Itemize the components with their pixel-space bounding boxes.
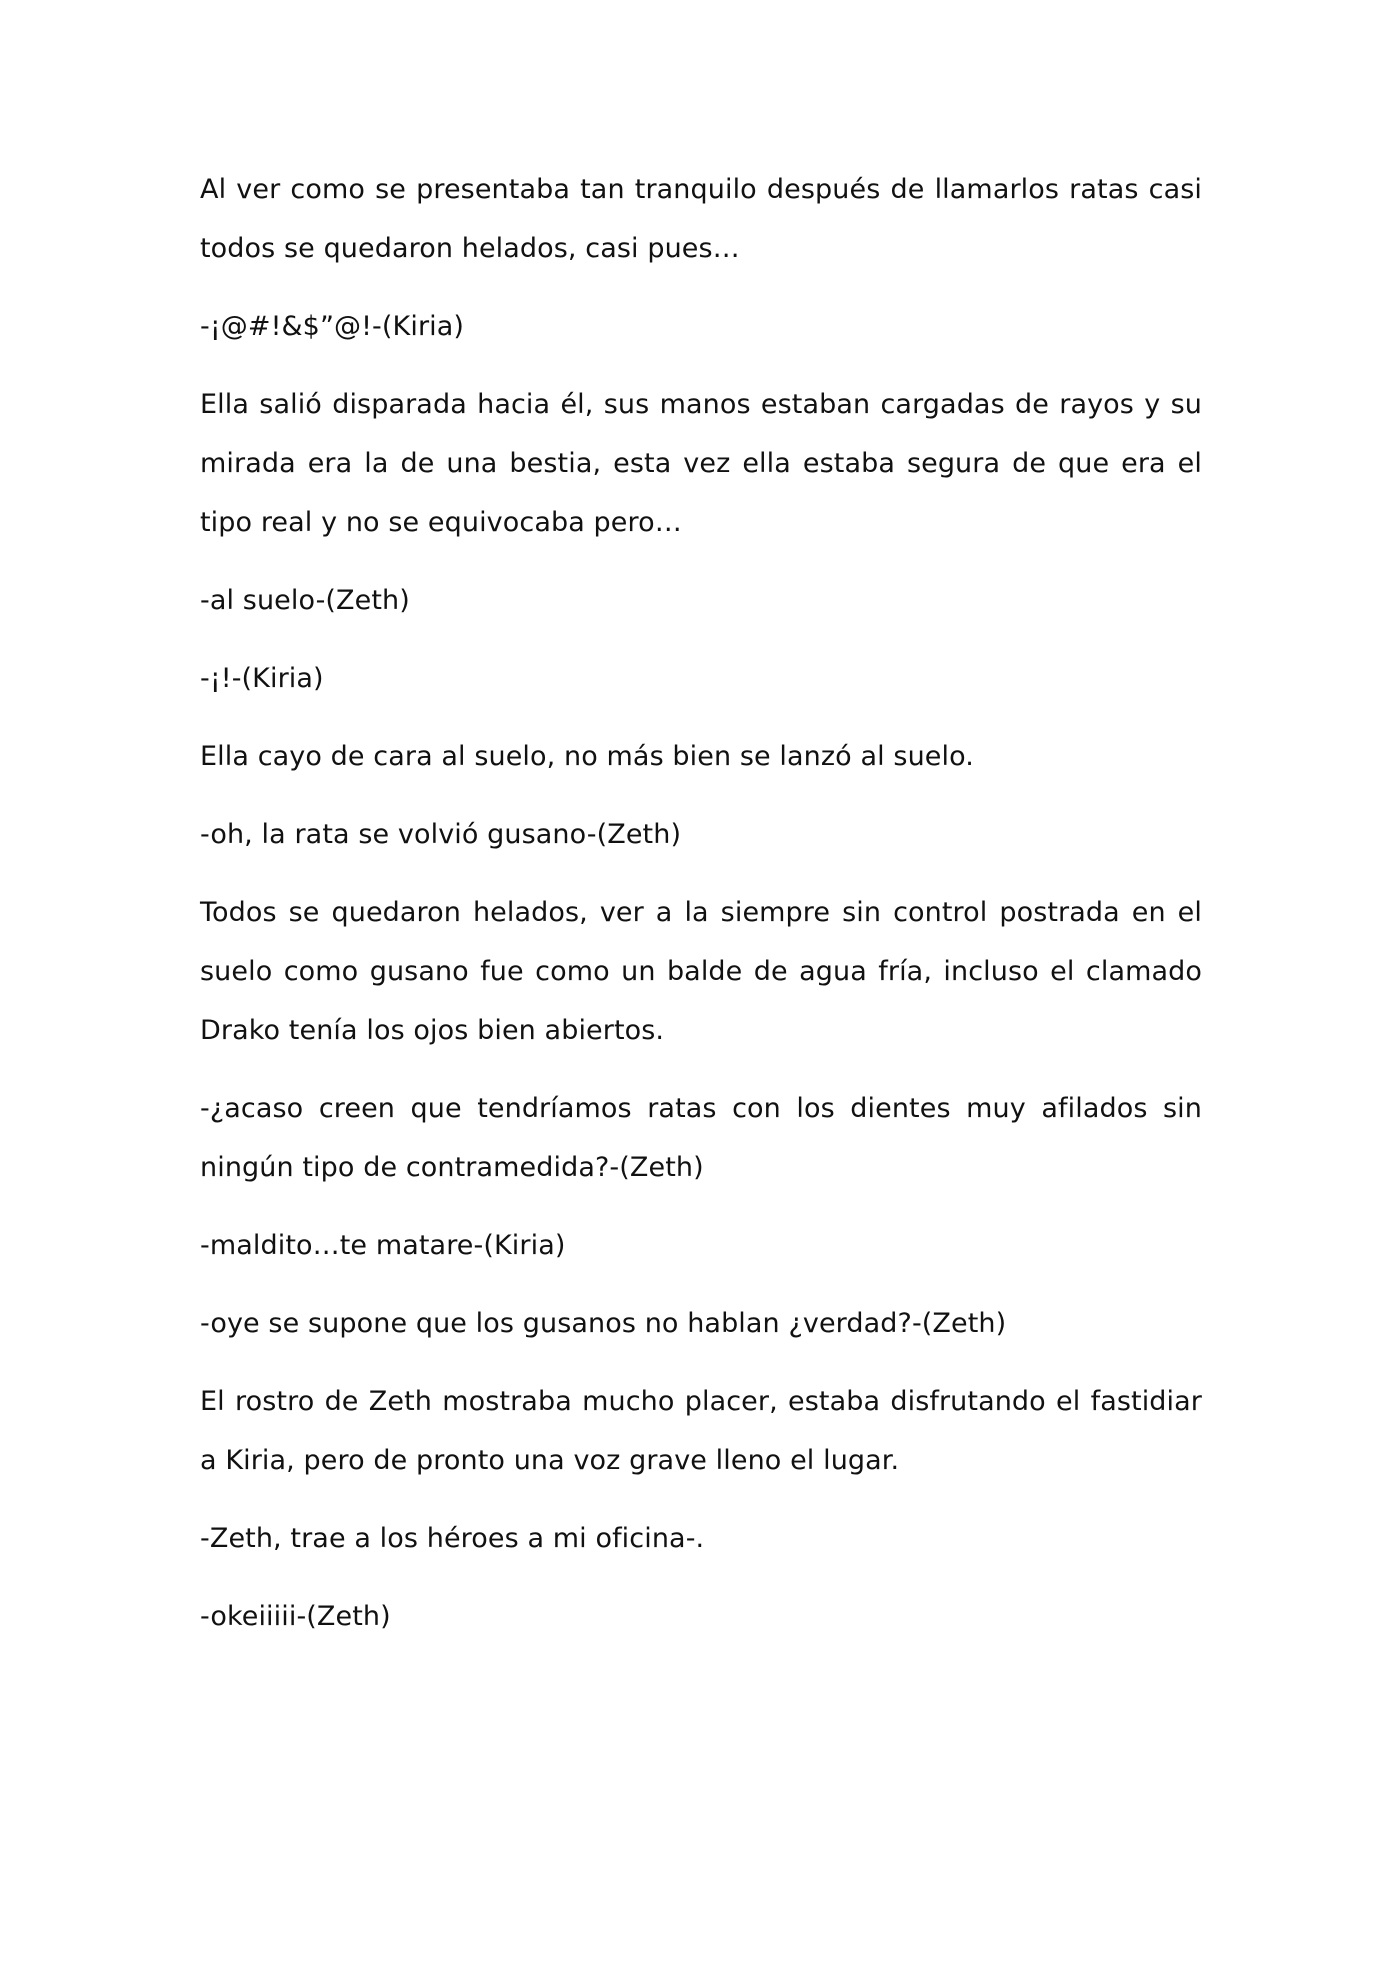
paragraph-12: El rostro de Zeth mostraba mucho placer, estaba disfrutando el fastidiar a Kiria, pero de pronto una voz grave lleno el lugar. — [200, 1386, 1202, 1476]
dialogue-line-11: -oye se supone que los gusanos no hablan ¿verdad?-(Zeth) — [200, 1308, 1007, 1339]
paragraph-3: Ella salió disparada hacia él, sus manos estaban cargadas de rayos y su mirada era la de una bestia, esta vez ella estaba segura de que era el tipo real y no se equivocaba pero… — [200, 389, 1202, 538]
dialogue-line-2: -¡@#!&$”@!-(Kiria) — [200, 311, 465, 342]
paragraph-6: Ella cayo de cara al suelo, no más bien se lanzó al suelo. — [200, 741, 974, 772]
dialogue-line-7: -oh, la rata se volvió gusano-(Zeth) — [200, 819, 682, 850]
dialogue-line-14: -okeiiiii-(Zeth) — [200, 1601, 391, 1632]
dialogue-line-10: -maldito…te matare-(Kiria) — [200, 1230, 566, 1261]
dialogue-line-4: -al suelo-(Zeth) — [200, 585, 410, 616]
dialogue-line-9: -¿acaso creen que tendríamos ratas con los dientes muy afilados sin ningún tipo de contramedida?-(Zeth) — [200, 1093, 1202, 1183]
dialogue-line-13: -Zeth, trae a los héroes a mi oficina-. — [200, 1523, 705, 1554]
dialogue-line-5: -¡!-(Kiria) — [200, 663, 324, 694]
paragraph-1: Al ver como se presentaba tan tranquilo después de llamarlos ratas casi todos se quedaron helados, casi pues… — [200, 174, 1202, 264]
paragraph-8: Todos se quedaron helados, ver a la siempre sin control postrada en el suelo como gusano fue como un balde de agua fría, incluso el clamado Drako tenía los ojos bien abiertos. — [200, 897, 1202, 1046]
document-body — [200, 160, 1202, 1665]
